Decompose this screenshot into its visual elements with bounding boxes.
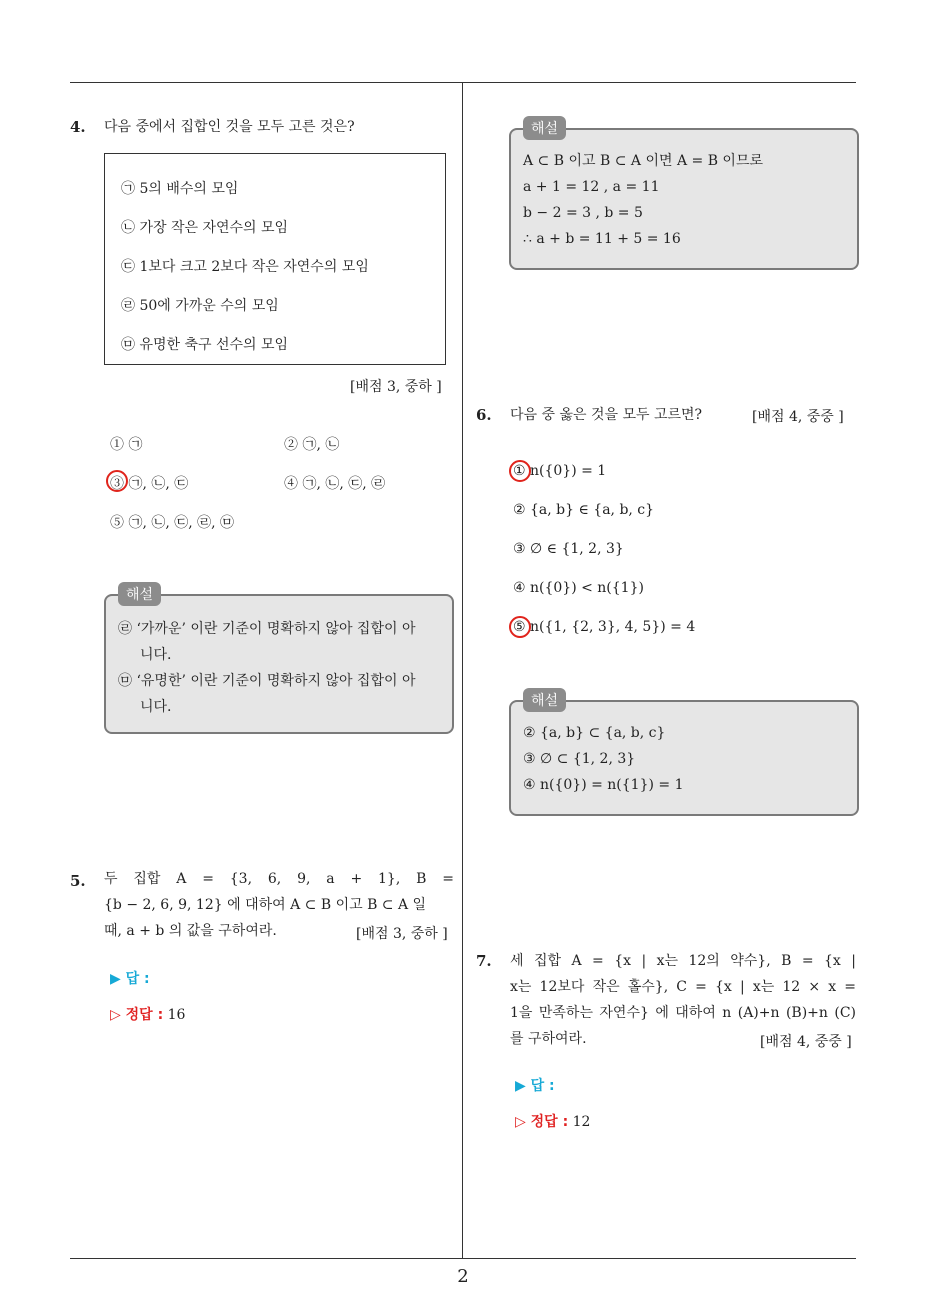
q4-item-2: ㉡ 가장 작은 자연수의 모임 — [121, 220, 289, 236]
q5-answer-label[interactable]: ▶ 답 : — [110, 971, 150, 987]
page-number: 2 — [457, 1266, 469, 1287]
column-divider — [462, 82, 463, 1258]
q4-number: 4. — [70, 118, 86, 136]
q4-expl-line-1: ㉣ ‘가까운’ 이란 기준이 명확하지 않아 집합이 아 — [118, 621, 416, 637]
q5-expl-line-3: b − 2 = 3 , b = 5 — [523, 205, 643, 221]
q6-option-4[interactable]: ④ n({0}) < n({1}) — [513, 580, 644, 596]
q6-expl-line-1: ② {a, b} ⊂ {a, b, c} — [523, 725, 666, 741]
q5-correct-value: 16 — [167, 1007, 186, 1023]
q4-question: 다음 중에서 집합인 것을 모두 고른 것은? — [104, 119, 355, 135]
q5-expl-line-1: A ⊂ B 이고 B ⊂ A 이면 A = B 이므로 — [523, 153, 764, 169]
q4-option-1[interactable]: ① ㉠ — [110, 437, 143, 453]
q5-correct-label: ▷ 정답 : — [110, 1007, 164, 1023]
q4-expl-line-3: ㉤ ‘유명한’ 이란 기준이 명확하지 않아 집합이 아 — [118, 673, 416, 689]
q7-correct-label: ▷ 정답 : — [515, 1114, 569, 1130]
q5-score: [배점 3, 중하 ] — [356, 926, 448, 942]
q7-score: [배점 4, 중중 ] — [760, 1034, 852, 1050]
q6-option-3[interactable]: ③ ∅ ∈ {1, 2, 3} — [513, 541, 624, 557]
q6-expl-line-3: ④ n({0}) = n({1}) = 1 — [523, 777, 684, 793]
q4-option-3[interactable]: ③ ㉠, ㉡, ㉢ — [110, 476, 189, 492]
q4-item-5: ㉤ 유명한 축구 선수의 모임 — [121, 337, 289, 353]
q6-explanation-tag: 해설 — [523, 688, 566, 712]
top-rule — [70, 82, 856, 83]
q5-explanation-tag: 해설 — [523, 116, 566, 140]
q6-question: 다음 중 옳은 것을 모두 고르면? — [510, 407, 703, 423]
q7-correct-value: 12 — [572, 1114, 591, 1130]
q4-explanation-tag: 해설 — [118, 582, 161, 606]
q7-line-1: 세 집합 A = {x | x는 12의 약수}, B = {x | — [510, 953, 856, 969]
q4-option-5[interactable]: ⑤ ㉠, ㉡, ㉢, ㉣, ㉤ — [110, 515, 235, 531]
q6-option-5[interactable]: ⑤ n({1, {2, 3}, 4, 5}) = 4 — [513, 619, 696, 635]
q7-correct-answer — [515, 1111, 590, 1131]
q7-line-3: 1을 만족하는 자연수} 에 대하여 n (A)+n (B)+n (C) — [510, 1005, 856, 1021]
q4-items-box — [104, 153, 446, 365]
q6-explanation-box — [509, 700, 859, 816]
q4-explanation-box — [104, 594, 454, 734]
q7-number: 7. — [476, 952, 492, 970]
q7-answer-label[interactable]: ▶ 답 : — [515, 1078, 555, 1094]
q6-expl-line-2: ③ ∅ ⊂ {1, 2, 3} — [523, 751, 636, 767]
q4-item-1: ㉠ 5의 배수의 모임 — [121, 181, 239, 197]
q4-score: [배점 3, 중하 ] — [350, 379, 442, 395]
q5-correct-answer — [110, 1004, 185, 1024]
q4-item-3: ㉢ 1보다 크고 2보다 작은 자연수의 모임 — [121, 259, 369, 275]
q4-expl-line-4: 니다. — [140, 699, 172, 715]
q4-expl-line-2: 니다. — [140, 647, 172, 663]
q4-option-2[interactable]: ② ㉠, ㉡ — [284, 437, 340, 453]
q7-line-4: 를 구하여라. — [510, 1031, 587, 1047]
bottom-rule — [70, 1258, 856, 1259]
q5-expl-line-4: ∴ a + b = 11 + 5 = 16 — [523, 231, 681, 247]
q5-line-2: {b − 2, 6, 9, 12} 에 대하여 A ⊂ B 이고 B ⊂ A 일 — [104, 897, 427, 913]
q5-expl-line-2: a + 1 = 12 , a = 11 — [523, 179, 660, 195]
q7-line-2: x는 12보다 작은 홀수}, C = {x | x는 12 × x = — [510, 979, 856, 995]
q5-explanation-box — [509, 128, 859, 270]
q5-line-1: 두 집합 A = {3, 6, 9, a + 1}, B = — [104, 871, 454, 887]
q6-score: [배점 4, 중중 ] — [752, 409, 844, 425]
q6-option-1[interactable]: ① n({0}) = 1 — [513, 463, 607, 479]
q5-number: 5. — [70, 872, 86, 890]
q4-item-4: ㉣ 50에 가까운 수의 모임 — [121, 298, 279, 314]
q4-option-4[interactable]: ④ ㉠, ㉡, ㉢, ㉣ — [284, 476, 386, 492]
q6-number: 6. — [476, 406, 492, 424]
q6-option-2[interactable]: ② {a, b} ∈ {a, b, c} — [513, 502, 655, 518]
q5-line-3: 때, a + b 의 값을 구하여라. — [104, 923, 277, 939]
